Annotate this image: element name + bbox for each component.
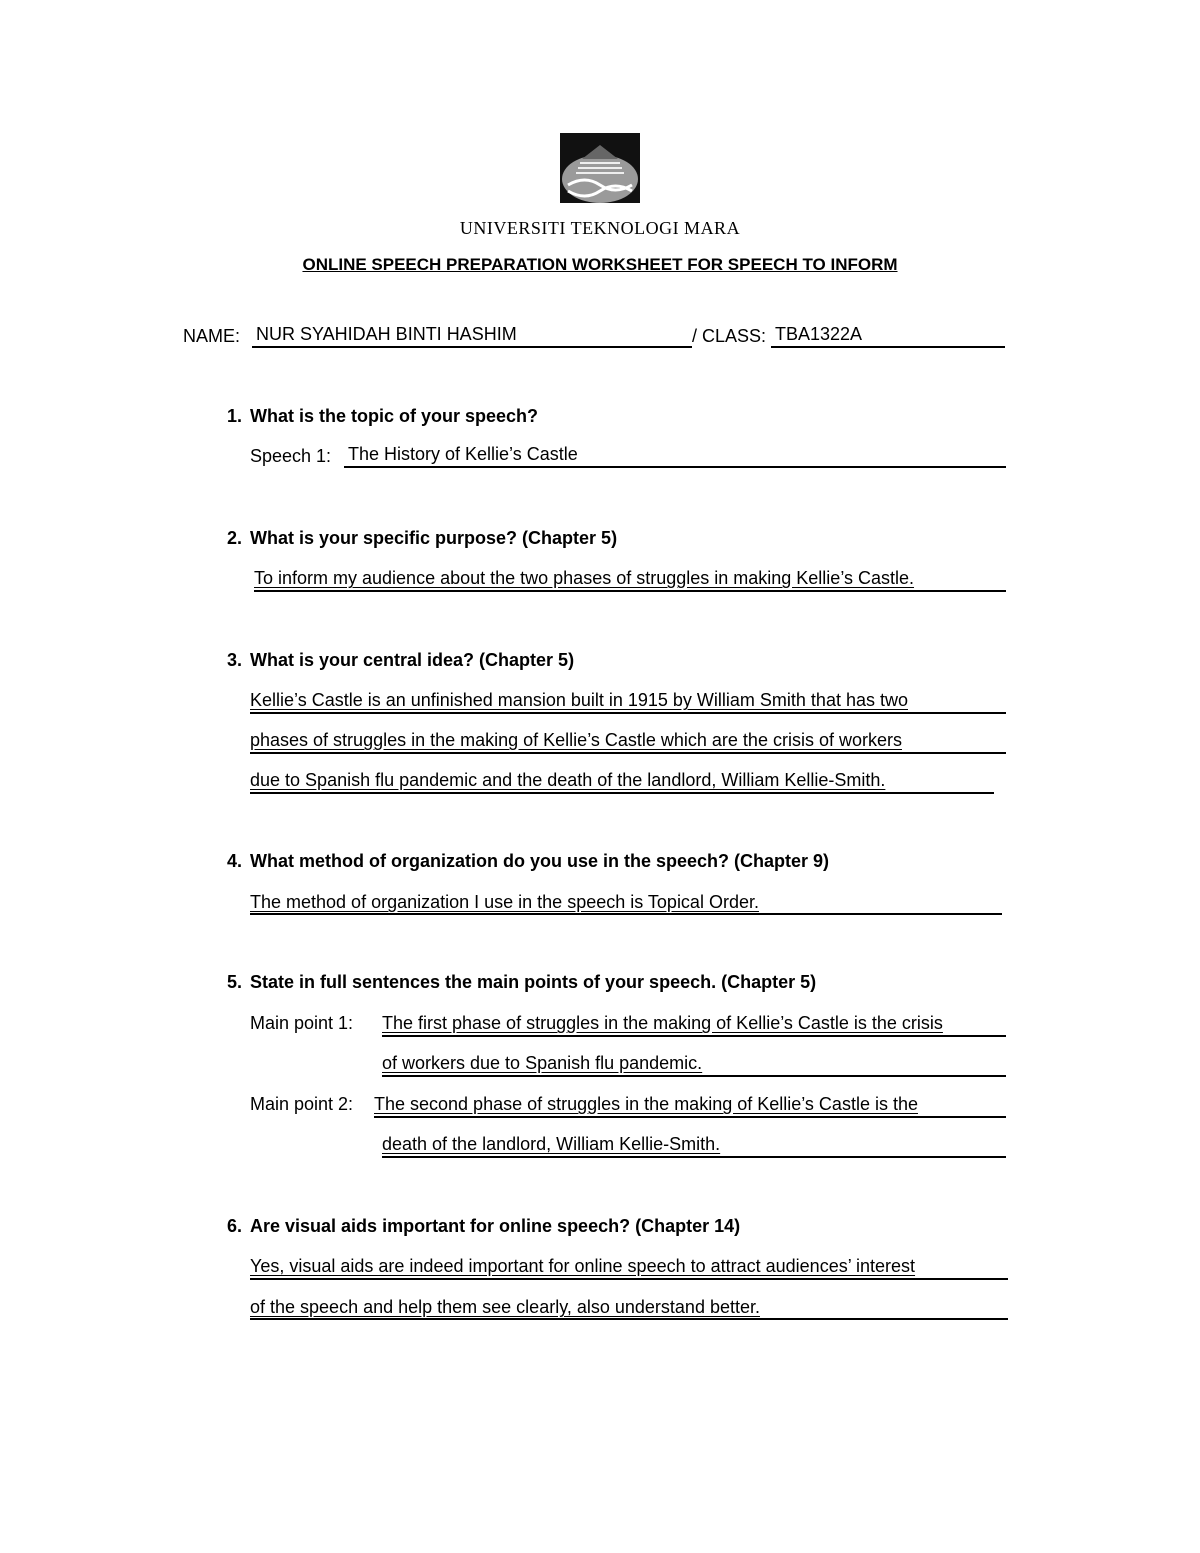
- question-3-text: What is your central idea? (Chapter 5): [250, 650, 575, 670]
- answer-underline: [250, 1318, 1008, 1320]
- visual-aids-line-1: Yes, visual aids are indeed important for online speech to attract audiences’ interest: [250, 1256, 916, 1276]
- question-4-number: 4.: [226, 851, 242, 871]
- main-point-1-line-2: of workers due to Spanish flu pandemic.: [382, 1053, 703, 1073]
- question-2-text: What is your specific purpose? (Chapter 5): [250, 528, 618, 548]
- main-point-2-line-1: The second phase of struggles in the making of Kellie’s Castle is the: [374, 1094, 918, 1114]
- class-label: / CLASS:: [692, 326, 767, 346]
- central-idea-line-2: phases of struggles in the making of Kellie’s Castle which are the crisis of workers: [250, 730, 902, 750]
- question-3-number: 3.: [226, 650, 242, 670]
- visual-aids-line-2: of the speech and help them see clearly, also understand better.: [250, 1297, 760, 1317]
- university-name: UNIVERSITI TEKNOLOGI MARA: [459, 218, 741, 238]
- worksheet-title: ONLINE SPEECH PREPARATION WORKSHEET FOR SPEECH TO INFORM: [302, 255, 898, 274]
- question-6-text: Are visual aids important for online speech? (Chapter 14): [250, 1216, 741, 1236]
- university-logo-icon: [560, 133, 640, 203]
- answer-underline: [250, 712, 1006, 714]
- specific-purpose-answer: To inform my audience about the two phases of struggles in making Kellie’s Castle.: [254, 568, 915, 588]
- name-label: NAME:: [183, 326, 241, 346]
- central-idea-line-3: due to Spanish flu pandemic and the death of the landlord, William Kellie-Smith.: [250, 770, 886, 790]
- answer-underline: [382, 1156, 1006, 1158]
- name-field: [252, 324, 692, 348]
- central-idea-line-1: Kellie’s Castle is an unfinished mansion built in 1915 by William Smith that has two: [250, 690, 908, 710]
- answer-underline: [250, 752, 1006, 754]
- answer-underline: [250, 913, 1002, 915]
- answer-underline: [250, 1278, 1008, 1280]
- question-5-text: State in full sentences the main points of your speech. (Chapter 5): [250, 972, 817, 992]
- question-5-number: 5.: [226, 972, 242, 992]
- answer-underline: [382, 1035, 1006, 1037]
- question-4-text: What method of organization do you use in the speech? (Chapter 9): [250, 851, 830, 871]
- question-6-number: 6.: [226, 1216, 242, 1236]
- speech-topic-value: The History of Kellie’s Castle: [348, 444, 578, 464]
- answer-underline: [374, 1116, 1006, 1118]
- method-answer: The method of organization I use in the speech is Topical Order.: [250, 892, 759, 912]
- speech-topic-field: [344, 444, 1006, 468]
- question-1-text: What is the topic of your speech?: [250, 406, 539, 426]
- main-point-2-line-2: death of the landlord, William Kellie-Smith.: [382, 1134, 721, 1154]
- name-value: NUR SYAHIDAH BINTI HASHIM: [256, 324, 517, 344]
- question-2-number: 2.: [226, 528, 242, 548]
- answer-underline: [382, 1075, 1006, 1077]
- speech-1-label: Speech 1:: [250, 446, 332, 466]
- main-point-2-label: Main point 2:: [250, 1094, 354, 1114]
- class-value: TBA1322A: [775, 324, 863, 344]
- question-1-number: 1.: [226, 406, 242, 426]
- answer-underline: [254, 590, 1006, 592]
- answer-underline: [250, 792, 994, 794]
- class-field: [771, 324, 1005, 348]
- main-point-1-line-1: The first phase of struggles in the making of Kellie’s Castle is the crisis: [382, 1013, 943, 1033]
- main-point-1-label: Main point 1:: [250, 1013, 354, 1033]
